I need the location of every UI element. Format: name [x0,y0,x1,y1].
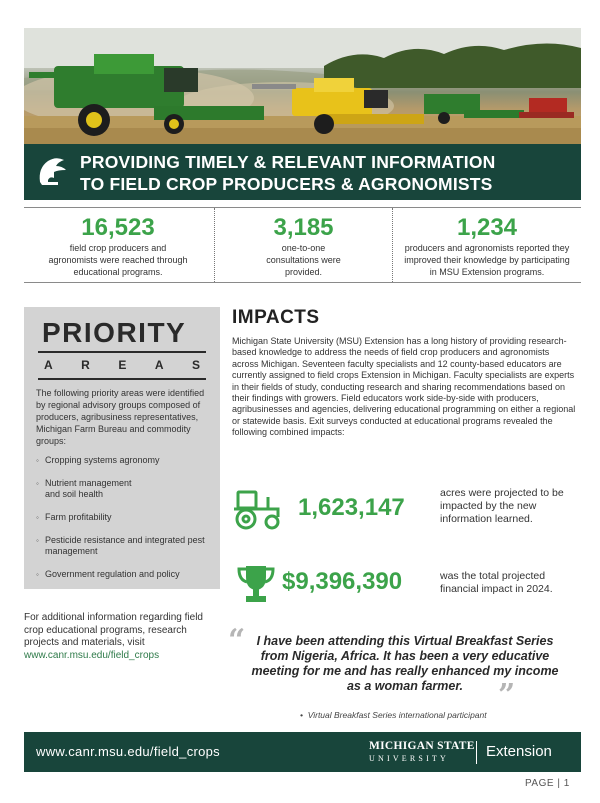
impacts-body: Michigan State University (MSU) Extension has a long history of providing research-based knowledge to address the needs of field crop producers and agronomists across Michigan. Seventeen faculty specialists and 12 county-based educators are currently assigned to field crops Extension in Michigan. Faculty specialists are experts in their fields of study, conducting research and sharing recommendations based on their findings with growers. Field educators work side-by-side with producers, agribusinesses and agencies, delivering educational programming on either a regional or statewide basis. Exit surveys conducted at educational programs revealed the following combined impacts: [232,336,576,438]
stat-description: producers and agronomists reported they improved their knowledge by participating in MSU Extension programs. [404,243,570,277]
acres-impacted-value: 1,623,147 [298,494,405,521]
divider [38,378,206,380]
subheading-letter: S [191,358,200,372]
stat-description: field crop producers and agronomists were reached through educational programs. [48,243,188,277]
subheading-letter: R [81,358,90,372]
hero-photo [24,28,581,144]
financial-impact-value: $9,396,390 [282,568,403,595]
list-item: ◦ Farm profitability [36,512,216,523]
priority-intro: The following priority areas were identified by regional advisory groups composed of producers, agribusiness representatives, Michigan Farm Bureau and commodity groups: [36,388,205,446]
impacts-heading: IMPACTS [232,307,320,328]
stat-knowledge-improved [392,208,581,282]
msu-logo-line1: MICHIGAN STATE [369,740,475,752]
priority-areas-box [24,307,220,589]
list-item: ◦ Nutrient management and soil health [36,478,146,500]
stat-consultations [214,208,392,282]
list-item: ◦ Pesticide resistance and integrated pest management [36,535,216,557]
msu-logo-line2: UNIVERSITY [369,754,449,763]
more-info-text [24,612,224,662]
open-quote-icon: “ [228,623,246,658]
stat-producers-reached [24,208,212,282]
priority-heading: PRIORITY [42,317,187,348]
financial-impact-description: was the total projected financial impact in 2024. [440,570,553,595]
priority-list [36,455,216,592]
stat-number: 1,234 [456,214,518,241]
more-info-body: For additional information regarding field crop educational programs, research projects and materials, visit [24,612,203,648]
close-quote-icon: ” [498,678,516,713]
page-title-line1: PROVIDING TIMELY & RELEVANT INFORMATION [80,152,496,172]
trophy-icon [236,563,276,605]
stat-number: 16,523 [81,214,155,241]
list-item: ◦ Government regulation and policy [36,569,216,580]
footer-bar [24,732,581,772]
stat-description: one-to-one consultations were provided. [266,243,341,277]
stat-number: 3,185 [273,214,334,241]
stats-row [24,207,581,283]
subheading-letter: E [118,358,127,372]
acres-impacted-description: acres were projected to be impacted by the new information learned. [440,487,564,525]
footer-url-link[interactable]: www.canr.msu.edu/field_crops [36,744,220,759]
red-combine [519,98,574,118]
subheading-letter: A [44,358,53,372]
list-item: ◦ Cropping systems agronomy [36,455,216,466]
subheading-letter: A [154,358,164,372]
page-number: PAGE | 1 [525,778,570,789]
page-title-line2: TO FIELD CROP PRODUCERS & AGRONOMISTS [80,174,493,194]
spartan-helmet-icon [32,152,72,192]
combine-harvesters-illustration [24,28,581,144]
priority-subheading [38,358,206,372]
extension-logo-text: Extension [486,743,552,760]
testimonial-quote: I have been attending this Virtual Breakfast Series from Nigeria, Africa. It has been a very educative meeting for me and has really enhanced my income as a woman farmer. [251,634,559,693]
field-crops-link[interactable]: www.canr.msu.edu/field_crops [24,649,160,661]
divider [38,351,206,353]
title-banner [24,144,581,200]
logo-separator [476,741,477,764]
attribution-text: Virtual Breakfast Series international participant [307,710,487,720]
testimonial-attribution: • Virtual Breakfast Series international participant [300,710,487,720]
tractor-icon [232,489,282,531]
